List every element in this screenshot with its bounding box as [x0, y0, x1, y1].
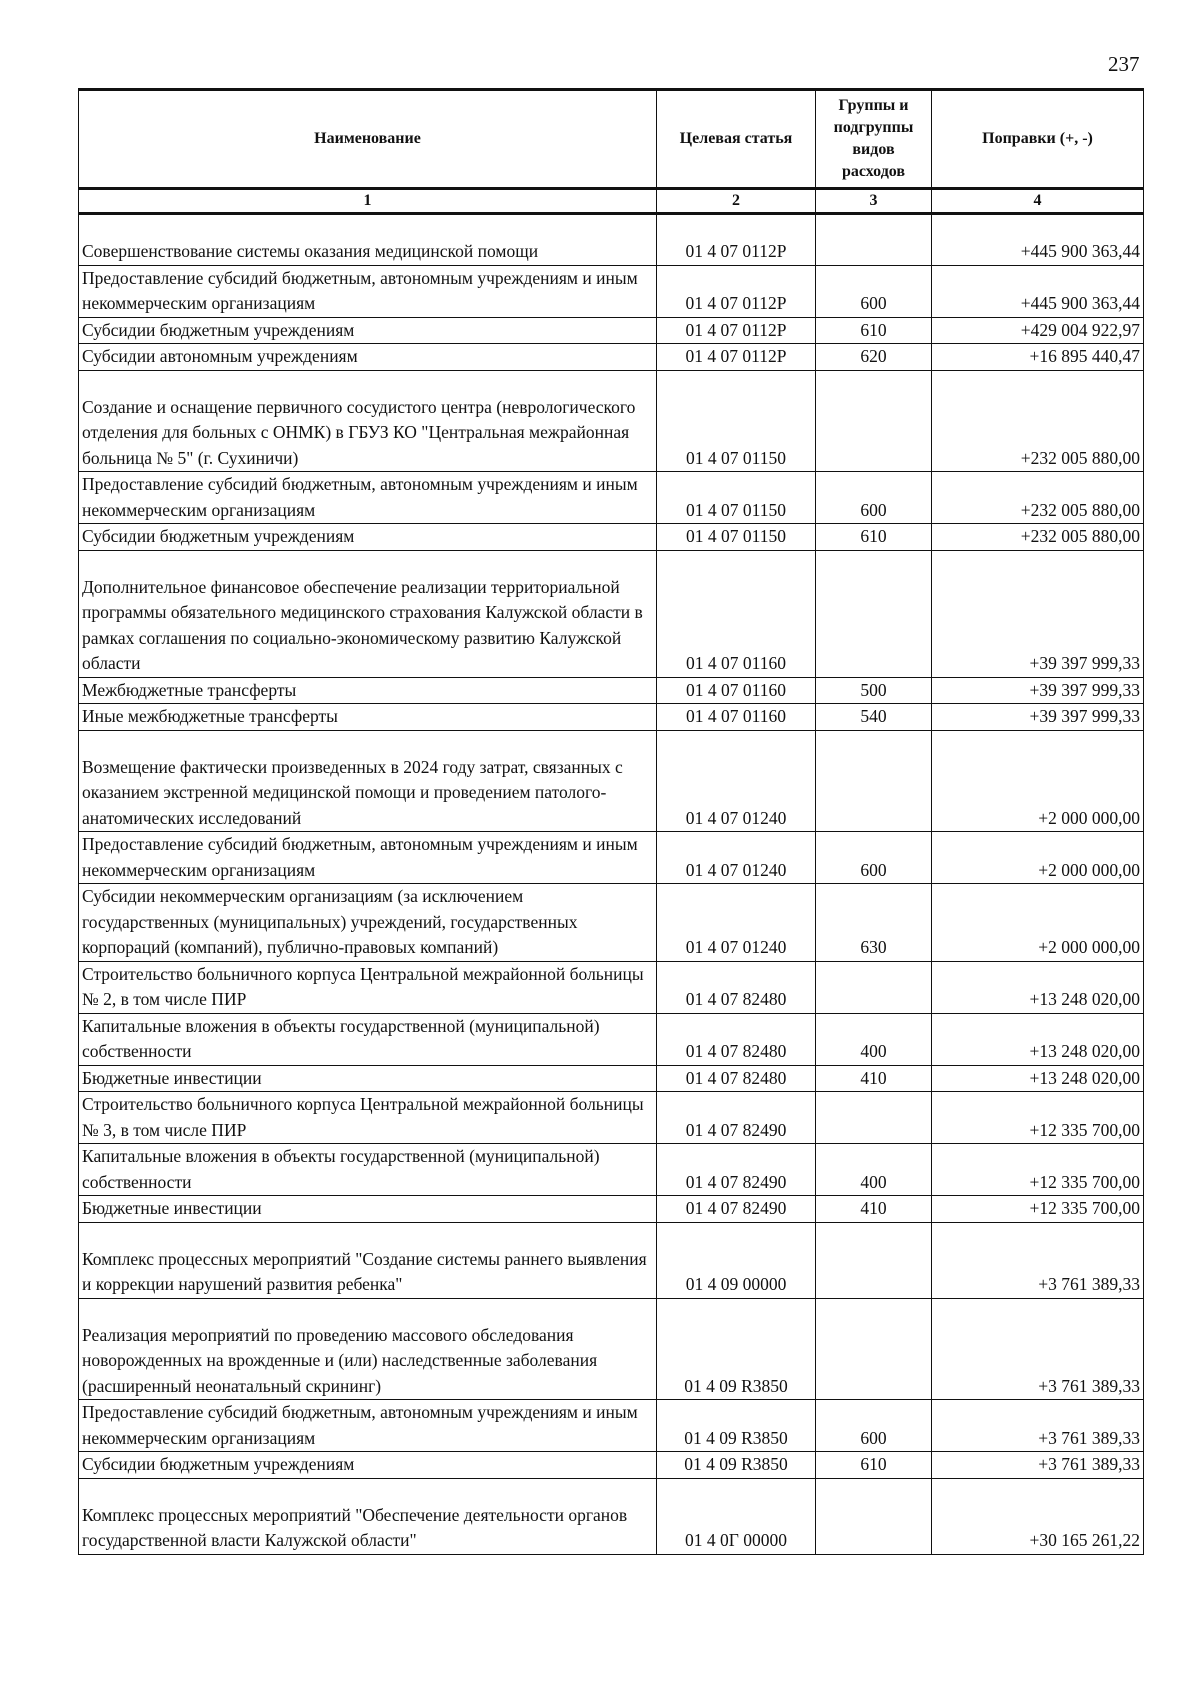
table-row	[79, 370, 1144, 472]
header-amendments: Поправки (+, -)	[932, 90, 1144, 189]
table-row	[79, 550, 1144, 677]
row-name: Субсидии бюджетным учреждениям	[79, 317, 657, 344]
row-name: Предоставление субсидий бюджетным, автономным учреждениям и иным некоммерческим организациям	[79, 832, 657, 884]
row-expense-group: 400	[816, 1013, 932, 1065]
row-expense-group: 400	[816, 1144, 932, 1196]
budget-amendments-table	[78, 88, 1144, 1555]
row-name: Субсидии автономным учреждениям	[79, 344, 657, 371]
row-target-article: 01 4 07 82490	[657, 1196, 816, 1223]
page-number: 237	[1108, 52, 1140, 76]
row-expense-group: 610	[816, 524, 932, 551]
row-target-article: 01 4 09 R3850	[657, 1298, 816, 1400]
row-amendment-amount: +3 761 389,33	[932, 1222, 1144, 1298]
row-amendment-amount: +39 397 999,33	[932, 550, 1144, 677]
row-amendment-amount: +232 005 880,00	[932, 524, 1144, 551]
row-name: Субсидии бюджетным учреждениям	[79, 524, 657, 551]
row-amendment-amount: +3 761 389,33	[932, 1298, 1144, 1400]
row-name: Капитальные вложения в объекты государственной (муниципальной) собственности	[79, 1013, 657, 1065]
row-target-article: 01 4 07 01240	[657, 884, 816, 962]
row-target-article: 01 4 09 00000	[657, 1222, 816, 1298]
table-row	[79, 884, 1144, 962]
row-amendment-amount: +2 000 000,00	[932, 884, 1144, 962]
row-expense-group	[816, 550, 932, 677]
column-number: 3	[816, 189, 932, 214]
row-expense-group: 410	[816, 1065, 932, 1092]
table-row	[79, 1144, 1144, 1196]
row-expense-group: 540	[816, 704, 932, 731]
table-row	[79, 677, 1144, 704]
row-target-article: 01 4 07 01160	[657, 550, 816, 677]
row-amendment-amount: +16 895 440,47	[932, 344, 1144, 371]
row-amendment-amount: +2 000 000,00	[932, 832, 1144, 884]
table-row	[79, 524, 1144, 551]
row-expense-group	[816, 1478, 932, 1554]
table-row	[79, 1013, 1144, 1065]
row-target-article: 01 4 07 01240	[657, 832, 816, 884]
row-target-article: 01 4 07 82480	[657, 1065, 816, 1092]
row-target-article: 01 4 07 0112P	[657, 317, 816, 344]
row-expense-group: 410	[816, 1196, 932, 1223]
table-row	[79, 1196, 1144, 1223]
table-row	[79, 317, 1144, 344]
row-expense-group	[816, 1298, 932, 1400]
row-target-article: 01 4 09 R3850	[657, 1400, 816, 1452]
row-target-article: 01 4 0Г 00000	[657, 1478, 816, 1554]
row-name: Бюджетные инвестиции	[79, 1065, 657, 1092]
table-row	[79, 1065, 1144, 1092]
table-row	[79, 961, 1144, 1013]
table-row	[79, 1092, 1144, 1144]
row-amendment-amount: +232 005 880,00	[932, 472, 1144, 524]
row-target-article: 01 4 07 82480	[657, 961, 816, 1013]
row-expense-group: 600	[816, 265, 932, 317]
row-name: Бюджетные инвестиции	[79, 1196, 657, 1223]
row-target-article: 01 4 07 0112P	[657, 214, 816, 266]
row-amendment-amount: +3 761 389,33	[932, 1452, 1144, 1479]
row-expense-group	[816, 370, 932, 472]
header-target-article: Целевая статья	[657, 90, 816, 189]
row-name: Комплекс процессных мероприятий "Создание системы раннего выявления и коррекции нарушений развития ребенка"	[79, 1222, 657, 1298]
row-amendment-amount: +39 397 999,33	[932, 704, 1144, 731]
row-amendment-amount: +232 005 880,00	[932, 370, 1144, 472]
row-name: Создание и оснащение первичного сосудистого центра (неврологического отделения для больных с ОНМК) в ГБУЗ КО "Центральная межрайонная больница № 5" (г. Сухиничи)	[79, 370, 657, 472]
row-amendment-amount: +3 761 389,33	[932, 1400, 1144, 1452]
row-expense-group	[816, 1092, 932, 1144]
row-name: Совершенствование системы оказания медицинской помощи	[79, 214, 657, 266]
row-target-article: 01 4 07 0112P	[657, 265, 816, 317]
row-target-article: 01 4 07 01160	[657, 704, 816, 731]
header-groups: Группы и подгруппы видов расходов	[816, 90, 932, 189]
row-target-article: 01 4 07 01150	[657, 370, 816, 472]
row-target-article: 01 4 07 01150	[657, 524, 816, 551]
table-row	[79, 1478, 1144, 1554]
row-name: Иные межбюджетные трансферты	[79, 704, 657, 731]
table-row	[79, 344, 1144, 371]
row-amendment-amount: +13 248 020,00	[932, 961, 1144, 1013]
row-amendment-amount: +39 397 999,33	[932, 677, 1144, 704]
row-amendment-amount: +30 165 261,22	[932, 1478, 1144, 1554]
row-expense-group: 600	[816, 472, 932, 524]
table-row	[79, 472, 1144, 524]
row-target-article: 01 4 07 82490	[657, 1092, 816, 1144]
row-expense-group: 610	[816, 317, 932, 344]
row-target-article: 01 4 07 01240	[657, 730, 816, 832]
row-expense-group: 500	[816, 677, 932, 704]
row-name: Предоставление субсидий бюджетным, автономным учреждениям и иным некоммерческим организациям	[79, 265, 657, 317]
row-expense-group: 620	[816, 344, 932, 371]
row-name: Строительство больничного корпуса Центральной межрайонной больницы № 2, в том числе ПИР	[79, 961, 657, 1013]
row-name: Строительство больничного корпуса Центральной межрайонной больницы № 3, в том числе ПИР	[79, 1092, 657, 1144]
column-numbers-row	[79, 189, 1144, 214]
row-name: Дополнительное финансовое обеспечение реализации территориальной программы обязательного медицинского страхования Калужской области в рамках соглашения по социально-экономическому развитию Калужской области	[79, 550, 657, 677]
table-row	[79, 265, 1144, 317]
table-body	[79, 214, 1144, 1555]
row-amendment-amount: +12 335 700,00	[932, 1196, 1144, 1223]
row-expense-group	[816, 1222, 932, 1298]
row-target-article: 01 4 07 0112P	[657, 344, 816, 371]
row-amendment-amount: +12 335 700,00	[932, 1092, 1144, 1144]
row-amendment-amount: +429 004 922,97	[932, 317, 1144, 344]
row-amendment-amount: +12 335 700,00	[932, 1144, 1144, 1196]
table-row	[79, 1400, 1144, 1452]
row-expense-group: 600	[816, 832, 932, 884]
row-amendment-amount: +13 248 020,00	[932, 1013, 1144, 1065]
column-number: 4	[932, 189, 1144, 214]
table-row	[79, 1298, 1144, 1400]
table-row	[79, 1452, 1144, 1479]
row-name: Предоставление субсидий бюджетным, автономным учреждениям и иным некоммерческим организациям	[79, 472, 657, 524]
table-header-row	[79, 90, 1144, 189]
row-expense-group	[816, 730, 932, 832]
row-target-article: 01 4 09 R3850	[657, 1452, 816, 1479]
table-row	[79, 704, 1144, 731]
row-target-article: 01 4 07 82490	[657, 1144, 816, 1196]
table-row	[79, 832, 1144, 884]
table-row	[79, 214, 1144, 266]
row-expense-group	[816, 961, 932, 1013]
table-row	[79, 1222, 1144, 1298]
row-target-article: 01 4 07 01150	[657, 472, 816, 524]
header-name: Наименование	[79, 90, 657, 189]
row-amendment-amount: +445 900 363,44	[932, 214, 1144, 266]
column-number: 2	[657, 189, 816, 214]
row-expense-group: 630	[816, 884, 932, 962]
row-amendment-amount: +13 248 020,00	[932, 1065, 1144, 1092]
row-amendment-amount: +445 900 363,44	[932, 265, 1144, 317]
row-name: Субсидии бюджетным учреждениям	[79, 1452, 657, 1479]
row-expense-group	[816, 214, 932, 266]
row-name: Комплекс процессных мероприятий "Обеспечение деятельности органов государственной власти Калужской области"	[79, 1478, 657, 1554]
row-name: Реализация мероприятий по проведению массового обследования новорожденных на врожденные и (или) наследственные заболевания (расширенный неонатальный скрининг)	[79, 1298, 657, 1400]
row-expense-group: 610	[816, 1452, 932, 1479]
row-name: Межбюджетные трансферты	[79, 677, 657, 704]
row-amendment-amount: +2 000 000,00	[932, 730, 1144, 832]
row-name: Капитальные вложения в объекты государственной (муниципальной) собственности	[79, 1144, 657, 1196]
table-row	[79, 730, 1144, 832]
row-target-article: 01 4 07 82480	[657, 1013, 816, 1065]
row-expense-group: 600	[816, 1400, 932, 1452]
row-target-article: 01 4 07 01160	[657, 677, 816, 704]
row-name: Возмещение фактически произведенных в 2024 году затрат, связанных с оказанием экстренной медицинской помощи и проведением патолого-анатомических исследований	[79, 730, 657, 832]
row-name: Предоставление субсидий бюджетным, автономным учреждениям и иным некоммерческим организациям	[79, 1400, 657, 1452]
column-number: 1	[79, 189, 657, 214]
row-name: Субсидии некоммерческим организациям (за исключением государственных (муниципальных) учреждений, государственных корпораций (компаний), публично-правовых компаний)	[79, 884, 657, 962]
